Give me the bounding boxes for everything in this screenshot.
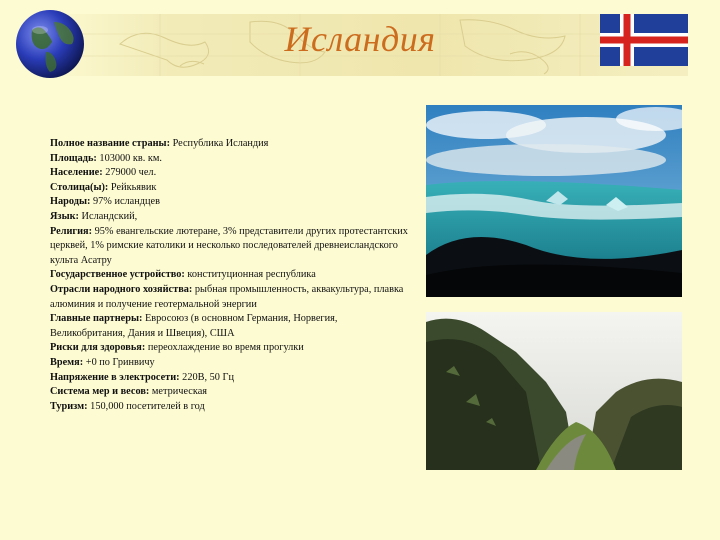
fact-value: рыбная промышленность, аквакультура, плавка алюминия и получение геотермальной энергии [50, 283, 404, 310]
fact-value: конституционная республика [184, 269, 316, 281]
fact-value: 150,000 посетителей в год [87, 400, 205, 412]
fact-value: Евросоюз (в основном Германия, Норвегия, Великобритания, Дания и Швеция), США [50, 313, 338, 339]
canyon-photo [426, 312, 682, 470]
fact-label: Риски для здоровья: [50, 342, 146, 354]
fact-row [50, 225, 410, 269]
fact-label: Язык: [50, 210, 79, 222]
fact-value: 220В, 50 Гц [179, 371, 234, 383]
fact-value: Исландский, [78, 210, 138, 222]
fact-value: 279000 чел. [102, 167, 157, 179]
fact-value: Республика Исландия [170, 138, 269, 149]
country-facts [50, 137, 410, 414]
fact-value: переохлаждение во время прогулки [145, 342, 304, 354]
fact-label: Туризм: [50, 400, 88, 412]
fact-row [50, 181, 410, 196]
fact-label: Полное название страны: [50, 138, 170, 149]
fact-row [50, 400, 410, 415]
fact-label: Напряжение в электросети: [50, 371, 180, 383]
fact-value: метрическая [149, 386, 208, 398]
fact-row [50, 195, 410, 210]
fact-row [50, 356, 410, 371]
lagoon-photo [426, 105, 682, 297]
fact-label: Население: [50, 167, 103, 179]
fact-label: Отрасли народного хозяйства: [50, 283, 193, 295]
fact-value: 97% исландцев [90, 196, 160, 208]
page-title: Исландия [284, 19, 436, 59]
fact-row [50, 137, 410, 152]
fact-row [50, 341, 410, 356]
fact-label: Народы: [50, 196, 91, 208]
fact-value: 103000 кв. км. [96, 152, 163, 164]
fact-label: Главные партнеры: [50, 313, 143, 325]
fact-label: Время: [50, 356, 84, 368]
fact-row [50, 385, 410, 400]
fact-row [50, 312, 410, 341]
fact-label: Система мер и весов: [50, 386, 150, 398]
fact-label: Религия: [50, 225, 93, 237]
fact-value: +0 по Гринвичу [83, 356, 155, 368]
fact-label: Столица(ы): [50, 181, 109, 193]
fact-label: Площадь: [50, 152, 97, 164]
fact-value: 95% евангельские лютеране, 3% представители других протестантских церквей, 1% римские католики и несколько последователей древнеисландского культа Асатру [50, 225, 408, 266]
fact-label: Государственное устройство: [50, 269, 185, 281]
fact-value: Рейкьявик [108, 181, 157, 193]
fact-row [50, 283, 410, 312]
fact-row [50, 152, 410, 167]
fact-row [50, 371, 410, 386]
fact-row [50, 166, 410, 181]
iceland-flag-icon [600, 14, 688, 66]
fact-row [50, 268, 410, 283]
fact-row [50, 210, 410, 225]
